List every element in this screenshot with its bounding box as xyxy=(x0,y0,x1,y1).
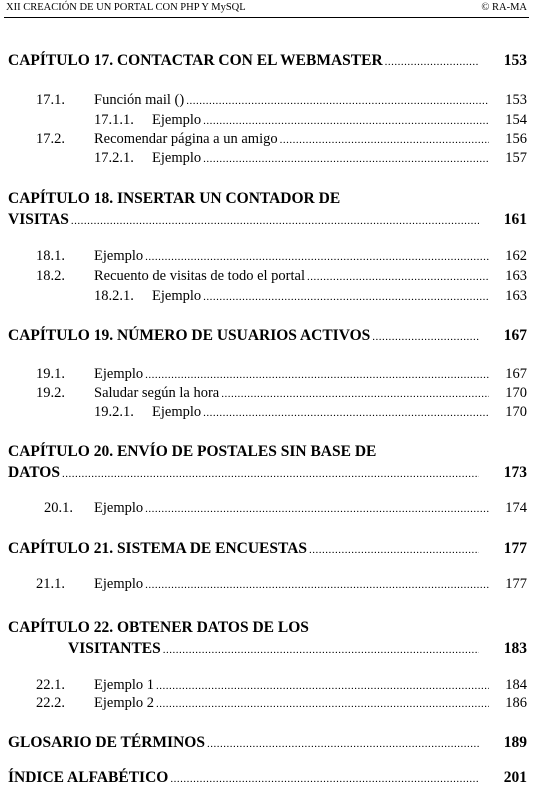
dot-leader xyxy=(62,468,479,480)
entry-title: Ejemplo xyxy=(94,576,144,592)
chapter-title-line1: CAPÍTULO 20. ENVÍO DE POSTALES SIN BASE DE xyxy=(8,443,377,460)
dot-leader xyxy=(156,680,489,692)
toc-entry[interactable] xyxy=(94,150,527,167)
chapter-title: VISITANTES xyxy=(68,640,161,657)
entry-number: 19.2. xyxy=(36,385,65,401)
dot-leader xyxy=(309,544,479,556)
dot-leader xyxy=(156,698,489,710)
chapter-title: CAPÍTULO 21. SISTEMA DE ENCUESTAS xyxy=(8,540,308,557)
dot-leader xyxy=(170,773,479,785)
entry-title: Ejemplo xyxy=(94,500,144,516)
entry-page: 170 xyxy=(505,404,527,420)
dot-leader xyxy=(221,388,489,400)
entry-title: Ejemplo xyxy=(152,112,202,128)
entry-number: 19.1. xyxy=(36,366,65,382)
entry-page: 184 xyxy=(505,677,527,693)
chapter-page: 167 xyxy=(503,327,527,344)
entry-page: 163 xyxy=(505,288,527,304)
entry-number: 20.1. xyxy=(44,500,73,516)
dot-leader xyxy=(203,115,489,127)
entry-page: 167 xyxy=(505,366,527,382)
chapter-title: VISITAS xyxy=(8,211,69,228)
entry-number: 17.2. xyxy=(36,131,65,147)
entry-title: Ejemplo xyxy=(152,288,202,304)
chapter-page: 161 xyxy=(503,211,527,228)
chapter-page: 173 xyxy=(503,464,527,481)
back-matter-title: GLOSARIO DE TÉRMINOS xyxy=(8,734,205,751)
back-matter-page: 189 xyxy=(503,734,527,751)
entry-number: 17.1. xyxy=(36,92,65,108)
dot-leader xyxy=(71,215,479,227)
chapter-title-line1: CAPÍTULO 22. OBTENER DATOS DE LOS xyxy=(8,619,309,636)
toc-entry[interactable] xyxy=(94,112,527,129)
entry-title: Ejemplo xyxy=(94,366,144,382)
toc-chapter-22[interactable] xyxy=(8,640,527,658)
dot-leader xyxy=(203,153,489,165)
entry-number: 18.1. xyxy=(36,248,65,264)
entry-title: Recomendar página a un amigo xyxy=(94,131,278,147)
dot-leader xyxy=(207,738,479,750)
toc-entry[interactable] xyxy=(36,268,527,285)
toc-entry[interactable] xyxy=(94,404,527,421)
entry-title: Función mail () xyxy=(94,92,185,108)
dot-leader xyxy=(145,251,489,263)
entry-page: 157 xyxy=(505,150,527,166)
entry-page: 170 xyxy=(505,385,527,401)
entry-page: 153 xyxy=(505,92,527,108)
back-matter-title: ÍNDICE ALFABÉTICO xyxy=(8,769,169,786)
dot-leader xyxy=(163,644,479,656)
chapter-title: DATOS xyxy=(8,464,60,481)
dot-leader xyxy=(145,579,489,591)
entry-title: Recuento de visitas de todo el portal xyxy=(94,268,306,284)
entry-title: Ejemplo 1 xyxy=(94,677,155,693)
entry-page: 174 xyxy=(505,500,527,516)
dot-leader xyxy=(203,407,489,419)
entry-page: 186 xyxy=(505,695,527,711)
entry-number: 17.1.1. xyxy=(94,112,134,128)
toc-chapter-17[interactable] xyxy=(8,52,527,70)
toc-entry[interactable] xyxy=(94,288,527,305)
entry-number: 17.2.1. xyxy=(94,150,134,166)
toc-chapter-20[interactable] xyxy=(8,464,527,482)
toc-chapter-19[interactable] xyxy=(8,327,527,345)
dot-leader xyxy=(280,134,489,146)
toc-entry[interactable] xyxy=(36,677,527,694)
entry-title: Saludar según la hora xyxy=(94,385,220,401)
running-header xyxy=(6,2,527,16)
toc-entry[interactable] xyxy=(36,248,527,265)
toc-entry[interactable] xyxy=(36,366,527,383)
back-matter-page: 201 xyxy=(503,769,527,786)
entry-title: Ejemplo 2 xyxy=(94,695,155,711)
header-rule xyxy=(4,17,529,18)
chapter-page: 153 xyxy=(503,52,527,69)
toc-entry[interactable] xyxy=(36,385,527,402)
chapter-title: CAPÍTULO 19. NÚMERO DE USUARIOS ACTIVOS xyxy=(8,327,371,344)
entry-title: Ejemplo xyxy=(152,150,202,166)
entry-page: 163 xyxy=(505,268,527,284)
toc-chapter-21[interactable] xyxy=(8,540,527,558)
toc-index[interactable] xyxy=(8,769,527,787)
entry-page: 177 xyxy=(505,576,527,592)
entry-page: 162 xyxy=(505,248,527,264)
entry-page: 156 xyxy=(505,131,527,147)
header-publisher: © RA-MA xyxy=(481,2,527,13)
dot-leader xyxy=(145,369,489,381)
dot-leader xyxy=(307,271,489,283)
toc-entry[interactable] xyxy=(44,500,527,517)
dot-leader xyxy=(145,503,489,515)
entry-number: 18.2. xyxy=(36,268,65,284)
entry-page: 154 xyxy=(505,112,527,128)
entry-number: 18.2.1. xyxy=(94,288,134,304)
entry-title: Ejemplo xyxy=(94,248,144,264)
chapter-page: 183 xyxy=(503,640,527,657)
chapter-title-line1: CAPÍTULO 18. INSERTAR UN CONTADOR DE xyxy=(8,190,341,207)
chapter-title: CAPÍTULO 17. CONTACTAR CON EL WEBMASTER xyxy=(8,52,383,69)
entry-number: 19.2.1. xyxy=(94,404,134,420)
toc-entry[interactable] xyxy=(36,695,527,712)
entry-title: Ejemplo xyxy=(152,404,202,420)
entry-number: 22.2. xyxy=(36,695,65,711)
chapter-page: 177 xyxy=(503,540,527,557)
toc-entry[interactable] xyxy=(36,92,527,109)
toc-glossary[interactable] xyxy=(8,734,527,752)
toc-entry[interactable] xyxy=(36,576,527,593)
entry-number: 22.1. xyxy=(36,677,65,693)
toc-chapter-18[interactable] xyxy=(8,211,527,229)
dot-leader xyxy=(372,331,479,343)
dot-leader xyxy=(385,56,479,68)
dot-leader xyxy=(203,291,489,303)
toc-entry[interactable] xyxy=(36,131,527,148)
entry-number: 21.1. xyxy=(36,576,65,592)
header-title: XII CREACIÓN DE UN PORTAL CON PHP Y MySQL xyxy=(6,2,246,13)
dot-leader xyxy=(186,95,489,107)
